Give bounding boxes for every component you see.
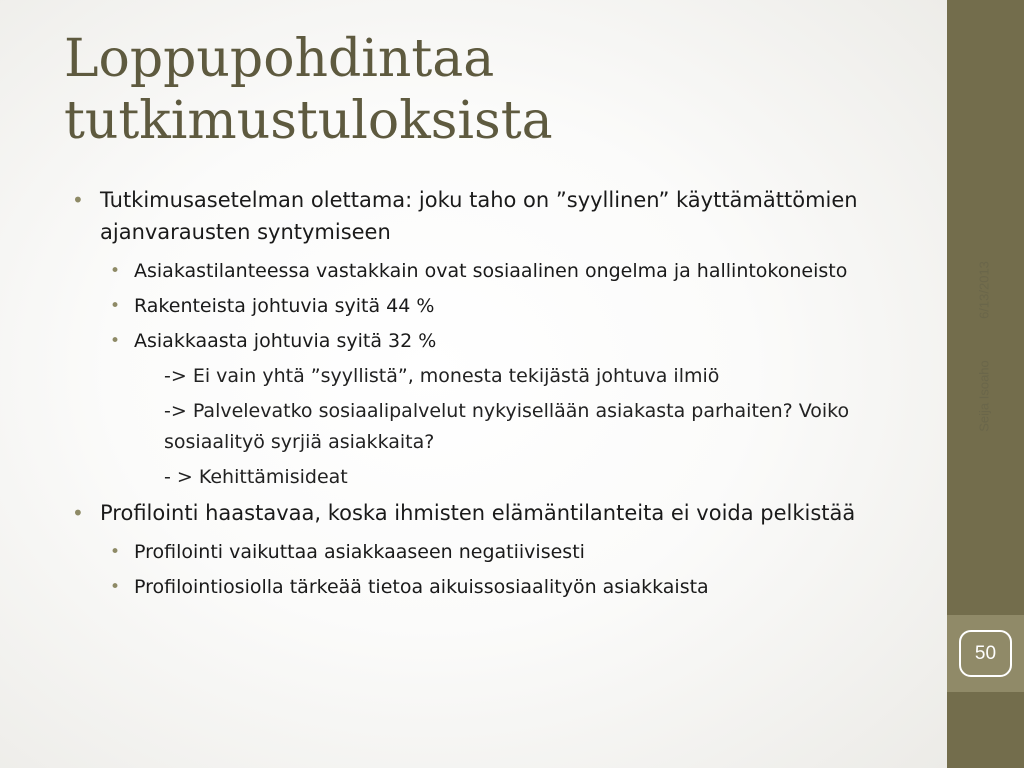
sub-bullet-item: • Profilointiosiolla tärkeää tietoa aikuissosiaalityön asiakkaista	[64, 572, 914, 603]
page-number-box	[947, 615, 1024, 692]
slide-author: Seija Isoaho	[976, 360, 992, 432]
page-number: 50	[974, 643, 997, 664]
slide-content	[64, 184, 914, 607]
sub-bullet-item: • Rakenteista johtuvia syitä 44 %	[64, 291, 914, 322]
indented-line: -> Palvelevatko sosiaalipalvelut nykyisellään asiakasta parhaiten? Voiko sosiaalityö syrjiä asiakkaita?	[164, 400, 850, 453]
sub-bullet-item: • Asiakkaasta johtuvia syitä 32 %	[64, 326, 914, 357]
indented-line: - > Kehittämisideat	[164, 466, 348, 488]
sub-bullet-item: • Asiakastilanteessa vastakkain ovat sosiaalinen ongelma ja hallintokoneisto	[64, 256, 914, 287]
indented-line: -> Ei vain yhtä ”syyllistä”, monesta tekijästä johtuva ilmiö	[164, 365, 720, 387]
slide-date: 6/13/2013	[976, 261, 992, 319]
bullet-item: • Tutkimusasetelman olettama: joku taho on ”syyllinen” käyttämättömien ajanvarausten syntymiseen	[64, 184, 914, 248]
slide-title: Loppupohdintaa tutkimustuloksista	[64, 29, 553, 151]
sub-bullet-item: • Profilointi vaikuttaa asiakkaaseen negatiivisesti	[64, 537, 914, 568]
bullet-item: • Profilointi haastavaa, koska ihmisten elämäntilanteita ei voida pelkistää	[64, 497, 914, 529]
